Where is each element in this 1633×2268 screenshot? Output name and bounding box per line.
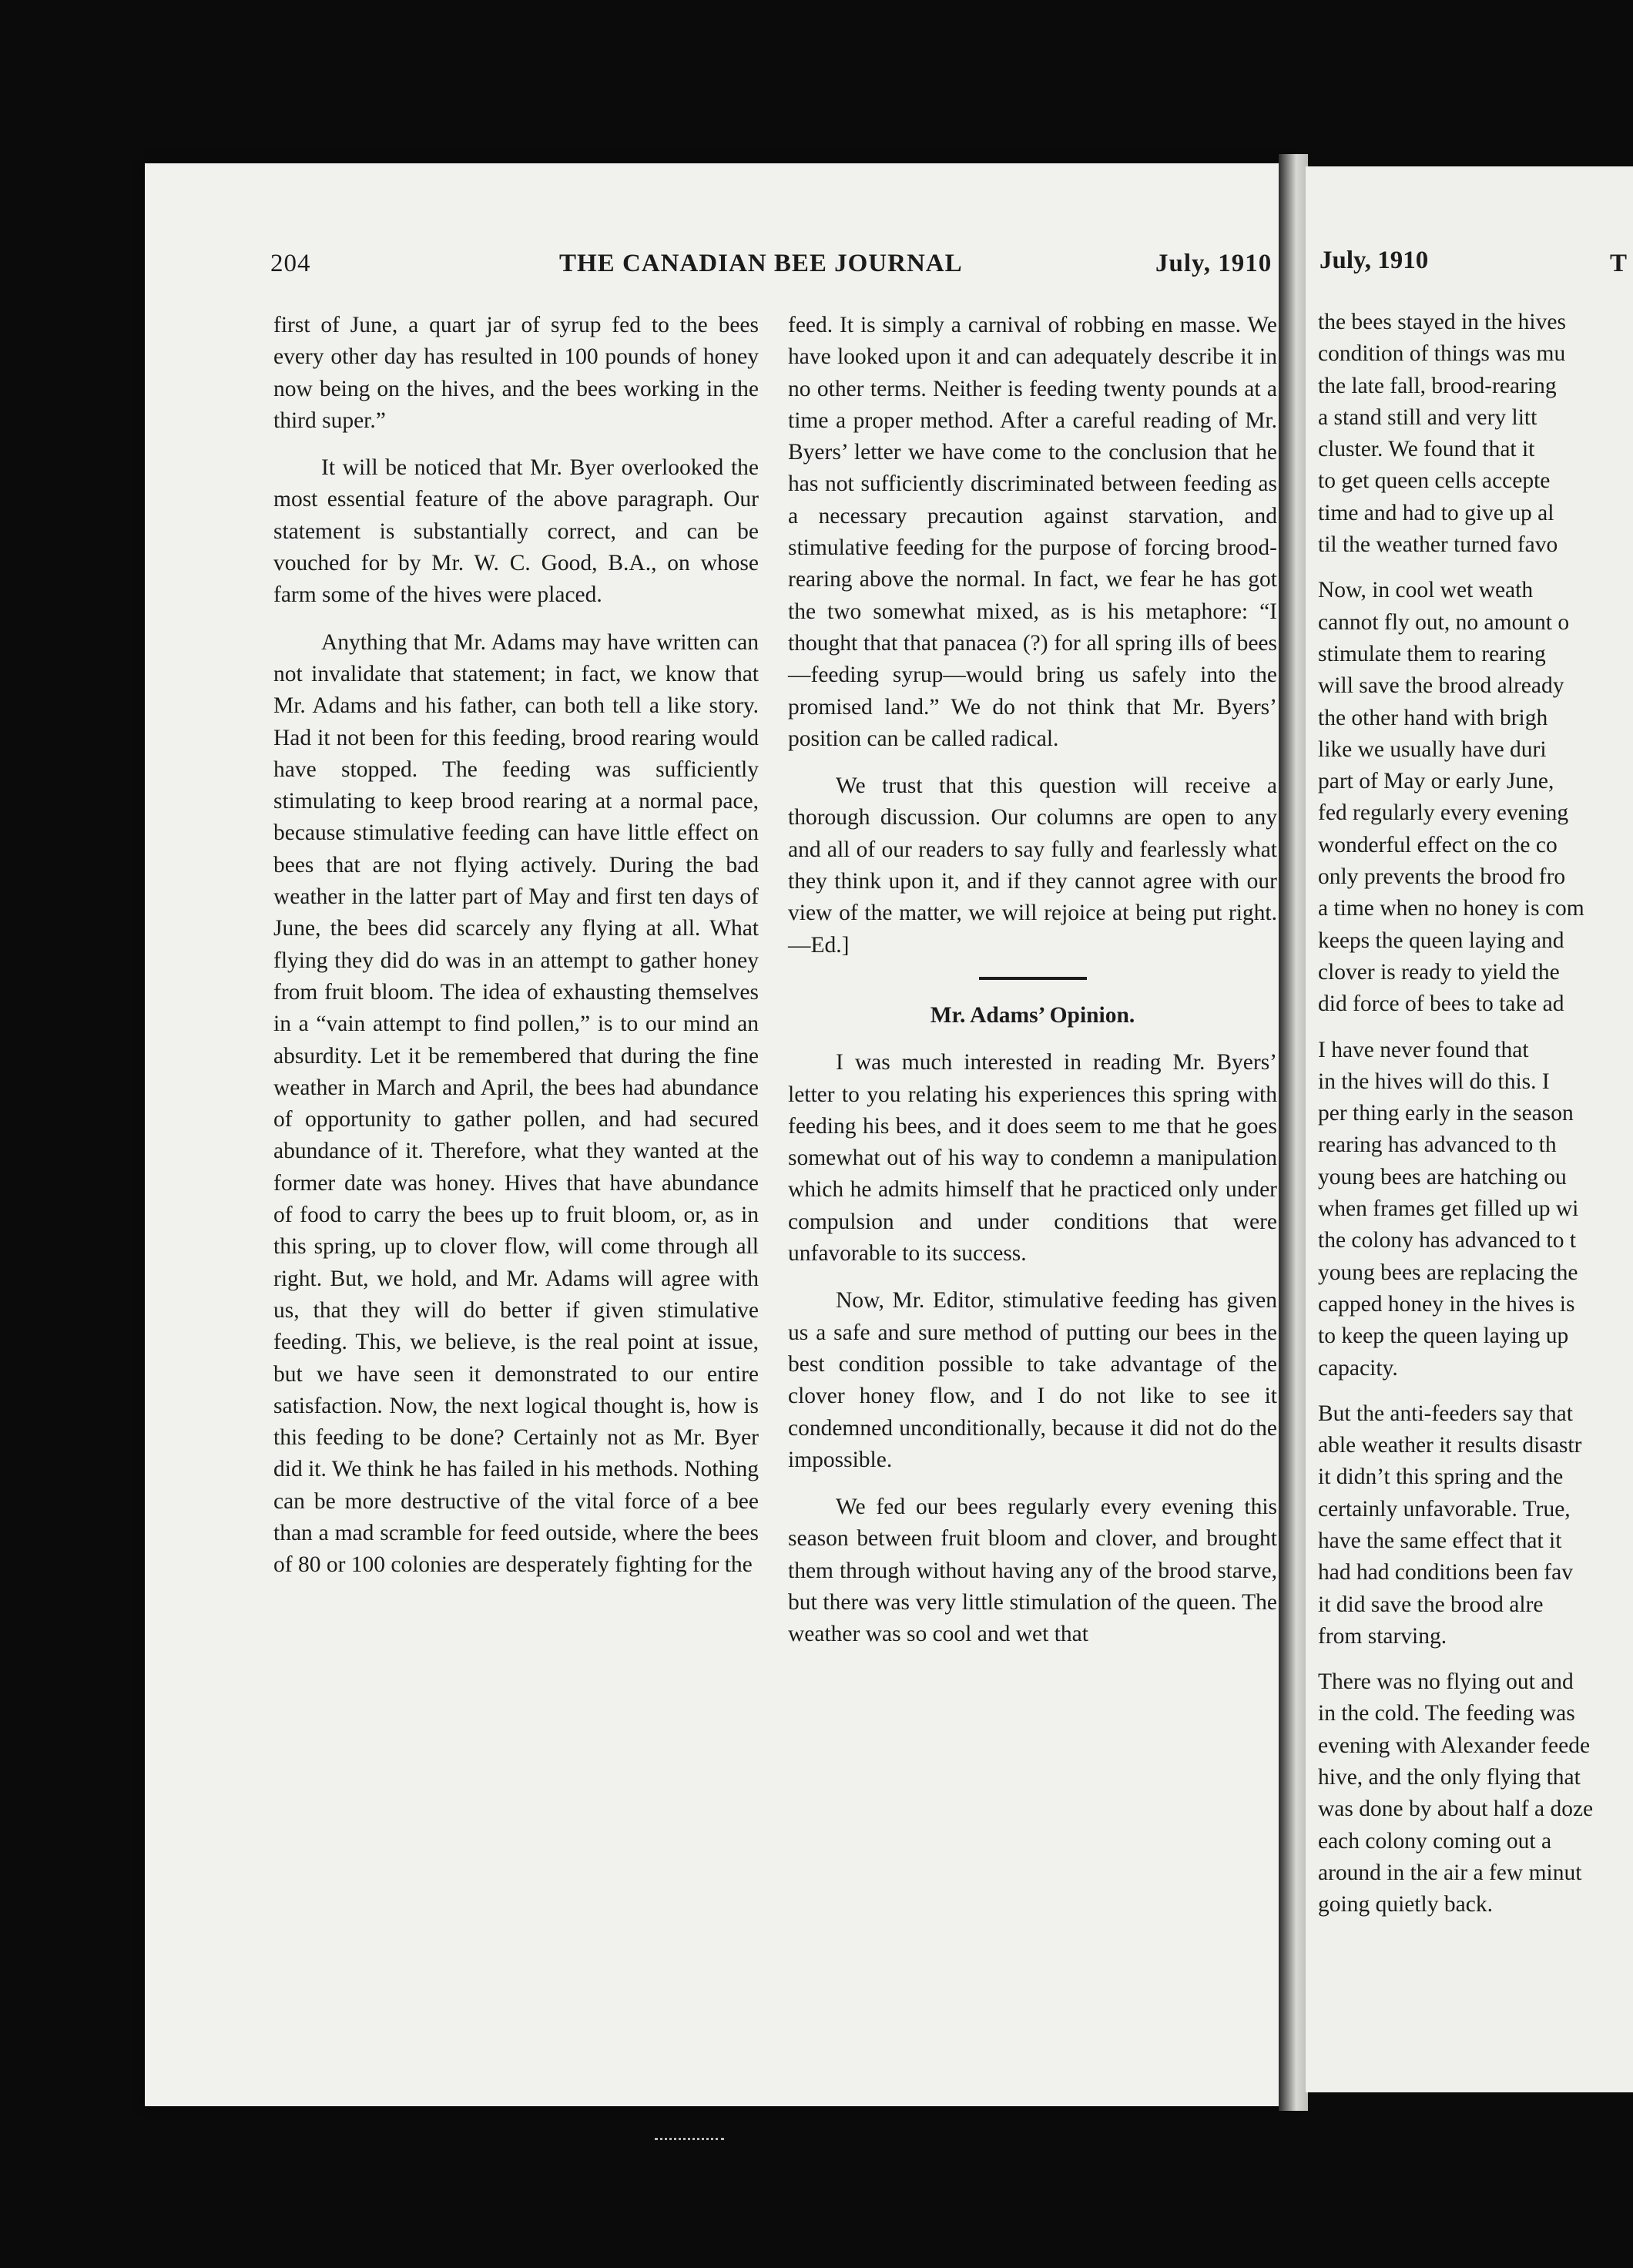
text-line: around in the air a few minut <box>1318 1860 1582 1885</box>
section-heading: Mr. Adams’ Opinion. <box>930 1002 1135 1028</box>
paragraph: We trust that this question will receive a thorough discussion. Our columns are open to any and all of our readers to say fully and fearlessly what they think upon it, and if they cannot agree with our view of the matter, we will rejoice at being put right.—Ed.] <box>788 773 1277 958</box>
text-line: Now, in cool wet weath <box>1318 578 1534 603</box>
text-line: clover is ready to yield the <box>1318 959 1560 985</box>
text-line: it didn’t this spring and the <box>1318 1464 1564 1490</box>
journal-title: THE CANADIAN BEE JOURNAL <box>559 250 963 277</box>
text-line: But the anti-feeders say that <box>1318 1401 1573 1426</box>
text-line: each colony coming out a <box>1318 1828 1552 1854</box>
text-line: the bees stayed in the hives <box>1318 310 1566 334</box>
text-line: like we usually have duri <box>1318 736 1547 762</box>
text-line: hive, and the only flying that <box>1318 1765 1581 1790</box>
paragraph <box>1318 1035 1633 1384</box>
text-line: keeps the queen laying and <box>1318 928 1564 953</box>
text-column-left <box>273 310 759 1597</box>
paragraph: It will be noticed that Mr. Byer overlooked the most essential feature of the above paragraph. Our statement is substantially correct, and can be vouched for by Mr. W. C. Good, B.A., on whose farm some of the hives were placed. <box>273 455 759 608</box>
text-line: young bees are hatching ou <box>1318 1164 1567 1189</box>
text-column-partial <box>1318 307 1633 1935</box>
text-line: capacity. <box>1318 1355 1398 1381</box>
text-line: in the hives will do this. I <box>1318 1069 1550 1094</box>
text-line: was done by about half a doze <box>1318 1797 1594 1822</box>
text-line: going quietly back. <box>1318 1892 1493 1917</box>
paragraph: We fed our bees regularly every evening this season between fruit bloom and clover, and brought them through without having any of the brood starve, but there was very little stimulation of the queen. The weather was so cool and wet that <box>788 1495 1277 1647</box>
text-line: the colony has advanced to t <box>1318 1228 1577 1253</box>
text-line: til the weather turned favo <box>1318 532 1558 558</box>
text-line: young bees are replacing the <box>1318 1260 1578 1285</box>
text-line: cannot fly out, no amount o <box>1318 609 1570 635</box>
text-line: the other hand with brigh <box>1318 705 1548 730</box>
text-line: certainly unfavorable. True, <box>1318 1496 1571 1522</box>
text-line: a stand still and very litt <box>1318 404 1537 430</box>
paragraph <box>1318 1398 1633 1652</box>
text-line: in the cold. The feeding was <box>1318 1701 1575 1726</box>
text-line: condition of things was mu <box>1318 341 1566 367</box>
section-divider <box>979 977 1087 980</box>
text-column-right <box>788 310 1277 1666</box>
page-number: 204 <box>270 250 311 277</box>
text-line: had had conditions been fav <box>1318 1560 1573 1585</box>
text-line: the late fall, brood-rearing <box>1318 373 1557 398</box>
text-line: from starving. <box>1318 1623 1447 1649</box>
paragraph: feed. It is simply a carnival of robbing en masse. We have looked upon it and can adequately describe it in no other terms. Neither is feeding twenty pounds at a time a proper method. After a careful reading of Mr. Byers’ letter we have come to the conclusion that he has not sufficiently discriminated between feeding as a necessary precaution against starvation, and stimulative feeding for the purpose of forcing brood-rearing above the normal. In fact, we fear he has got the two somewhat mixed, as is his metaphore: “I thought that that panacea (?) for all spring ills of bees—feeding syrup—would bring us safely into the promised land.” We do not think that Mr. Byers’ position can be called radical. <box>788 313 1277 751</box>
paragraph: Now, Mr. Editor, stimulative feeding has given us a safe and sure method of putting our bees in the best condition possible to take advantage of the clover honey flow, and I do not like to see it condemned unconditionally, because it did not do the impossible. <box>788 1288 1277 1472</box>
text-line: part of May or early June, <box>1318 769 1554 794</box>
paragraph <box>1318 307 1633 561</box>
issue-date: July, 1910 <box>1155 250 1273 277</box>
paragraph: I was much interested in reading Mr. Byers’ letter to you relating his experiences this spring with feeding his bees, and it does seem to me that he goes somewhat out of his way to condemn a manipulation which he admits himself that he practiced only under compulsion and under conditions that were unfavorable to its success. <box>788 1050 1277 1267</box>
text-line: able weather it results disastr <box>1318 1433 1582 1458</box>
paragraph <box>1318 1666 1633 1921</box>
paragraph: Anything that Mr. Adams may have written can not invalidate that statement; in fact, we know that Mr. Adams and his father, can both tell a like story. Had it not been for this feeding, brood rearing would have stopped. The feeding was sufficiently stimulating to keep brood rearing at a normal pace, because stimulative feeding can have little effect on bees that are not flying actively. During the bad weather in the latter part of May and first ten days of June, the bees did scarcely any flying at all. What flying they did do was in an attempt to gather honey from fruit bloom. The idea of exhausting themselves in a “vain attempt to find pollen,” is to our mind an absurdity. Let it be remembered that during the fine weather in March and April, the bees had abundance of opportunity to gather pollen, and had secured abundance of it. Therefore, what they wanted at the former date was honey. Hives that have abundance of food to carry the bees up to fruit bloom, or, as in this spring, up to clover flow, will come through all right. But, we hold, and Mr. Adams will agree with us, that they will do better if given stimulative feeding. This, we believe, is the real point at issue, but we have seen it demonstrated to our entire satisfaction. Now, the next logical thought is, how is this feeding to be done? Certainly not as Mr. Byer did it. We think he has failed in his methods. Nothing can be more destructive of the vital force of a bee than a mad scramble for feed outside, where the bees of 80 or 100 colonies are desperately fighting for the <box>273 629 759 1578</box>
text-line: will save the brood already <box>1318 673 1564 699</box>
text-line: a time when no honey is com <box>1318 896 1584 921</box>
text-line: evening with Alexander feede <box>1318 1733 1591 1758</box>
text-line: capped honey in the hives is <box>1318 1291 1575 1317</box>
text-line: to keep the queen laying up <box>1318 1324 1569 1349</box>
right-page-partial <box>1306 166 1633 2092</box>
text-line: it did save the brood alre <box>1318 1592 1544 1617</box>
text-line: have the same effect that it <box>1318 1528 1562 1553</box>
journal-title-partial: T <box>1610 250 1628 277</box>
text-line: fed regularly every evening <box>1318 800 1569 826</box>
left-page <box>145 163 1293 2106</box>
text-line: cluster. We found that it <box>1318 437 1535 462</box>
margin-mark <box>655 2138 724 2148</box>
text-line: rearing has advanced to th <box>1318 1132 1557 1158</box>
text-line: wonderful effect on the co <box>1318 832 1558 857</box>
paragraph <box>1318 575 1633 1020</box>
text-line: only prevents the brood fro <box>1318 864 1566 890</box>
book-gutter <box>1279 154 1308 2111</box>
text-line: did force of bees to take ad <box>1318 991 1564 1017</box>
text-line: There was no flying out and <box>1318 1669 1574 1695</box>
text-line: time and had to give up al <box>1318 500 1554 525</box>
text-line: stimulate them to rearing <box>1318 641 1546 666</box>
paragraph: first of June, a quart jar of syrup fed to the bees every other day has resulted in 100 pounds of honey now being on the hives, and the bees working in the third super.” <box>273 313 759 433</box>
text-line: I have never found that <box>1318 1037 1529 1062</box>
text-line: when frames get filled up wi <box>1318 1196 1579 1222</box>
text-line: per thing early in the season <box>1318 1101 1574 1126</box>
issue-date: July, 1910 <box>1319 247 1429 274</box>
text-line: to get queen cells accepte <box>1318 468 1551 494</box>
